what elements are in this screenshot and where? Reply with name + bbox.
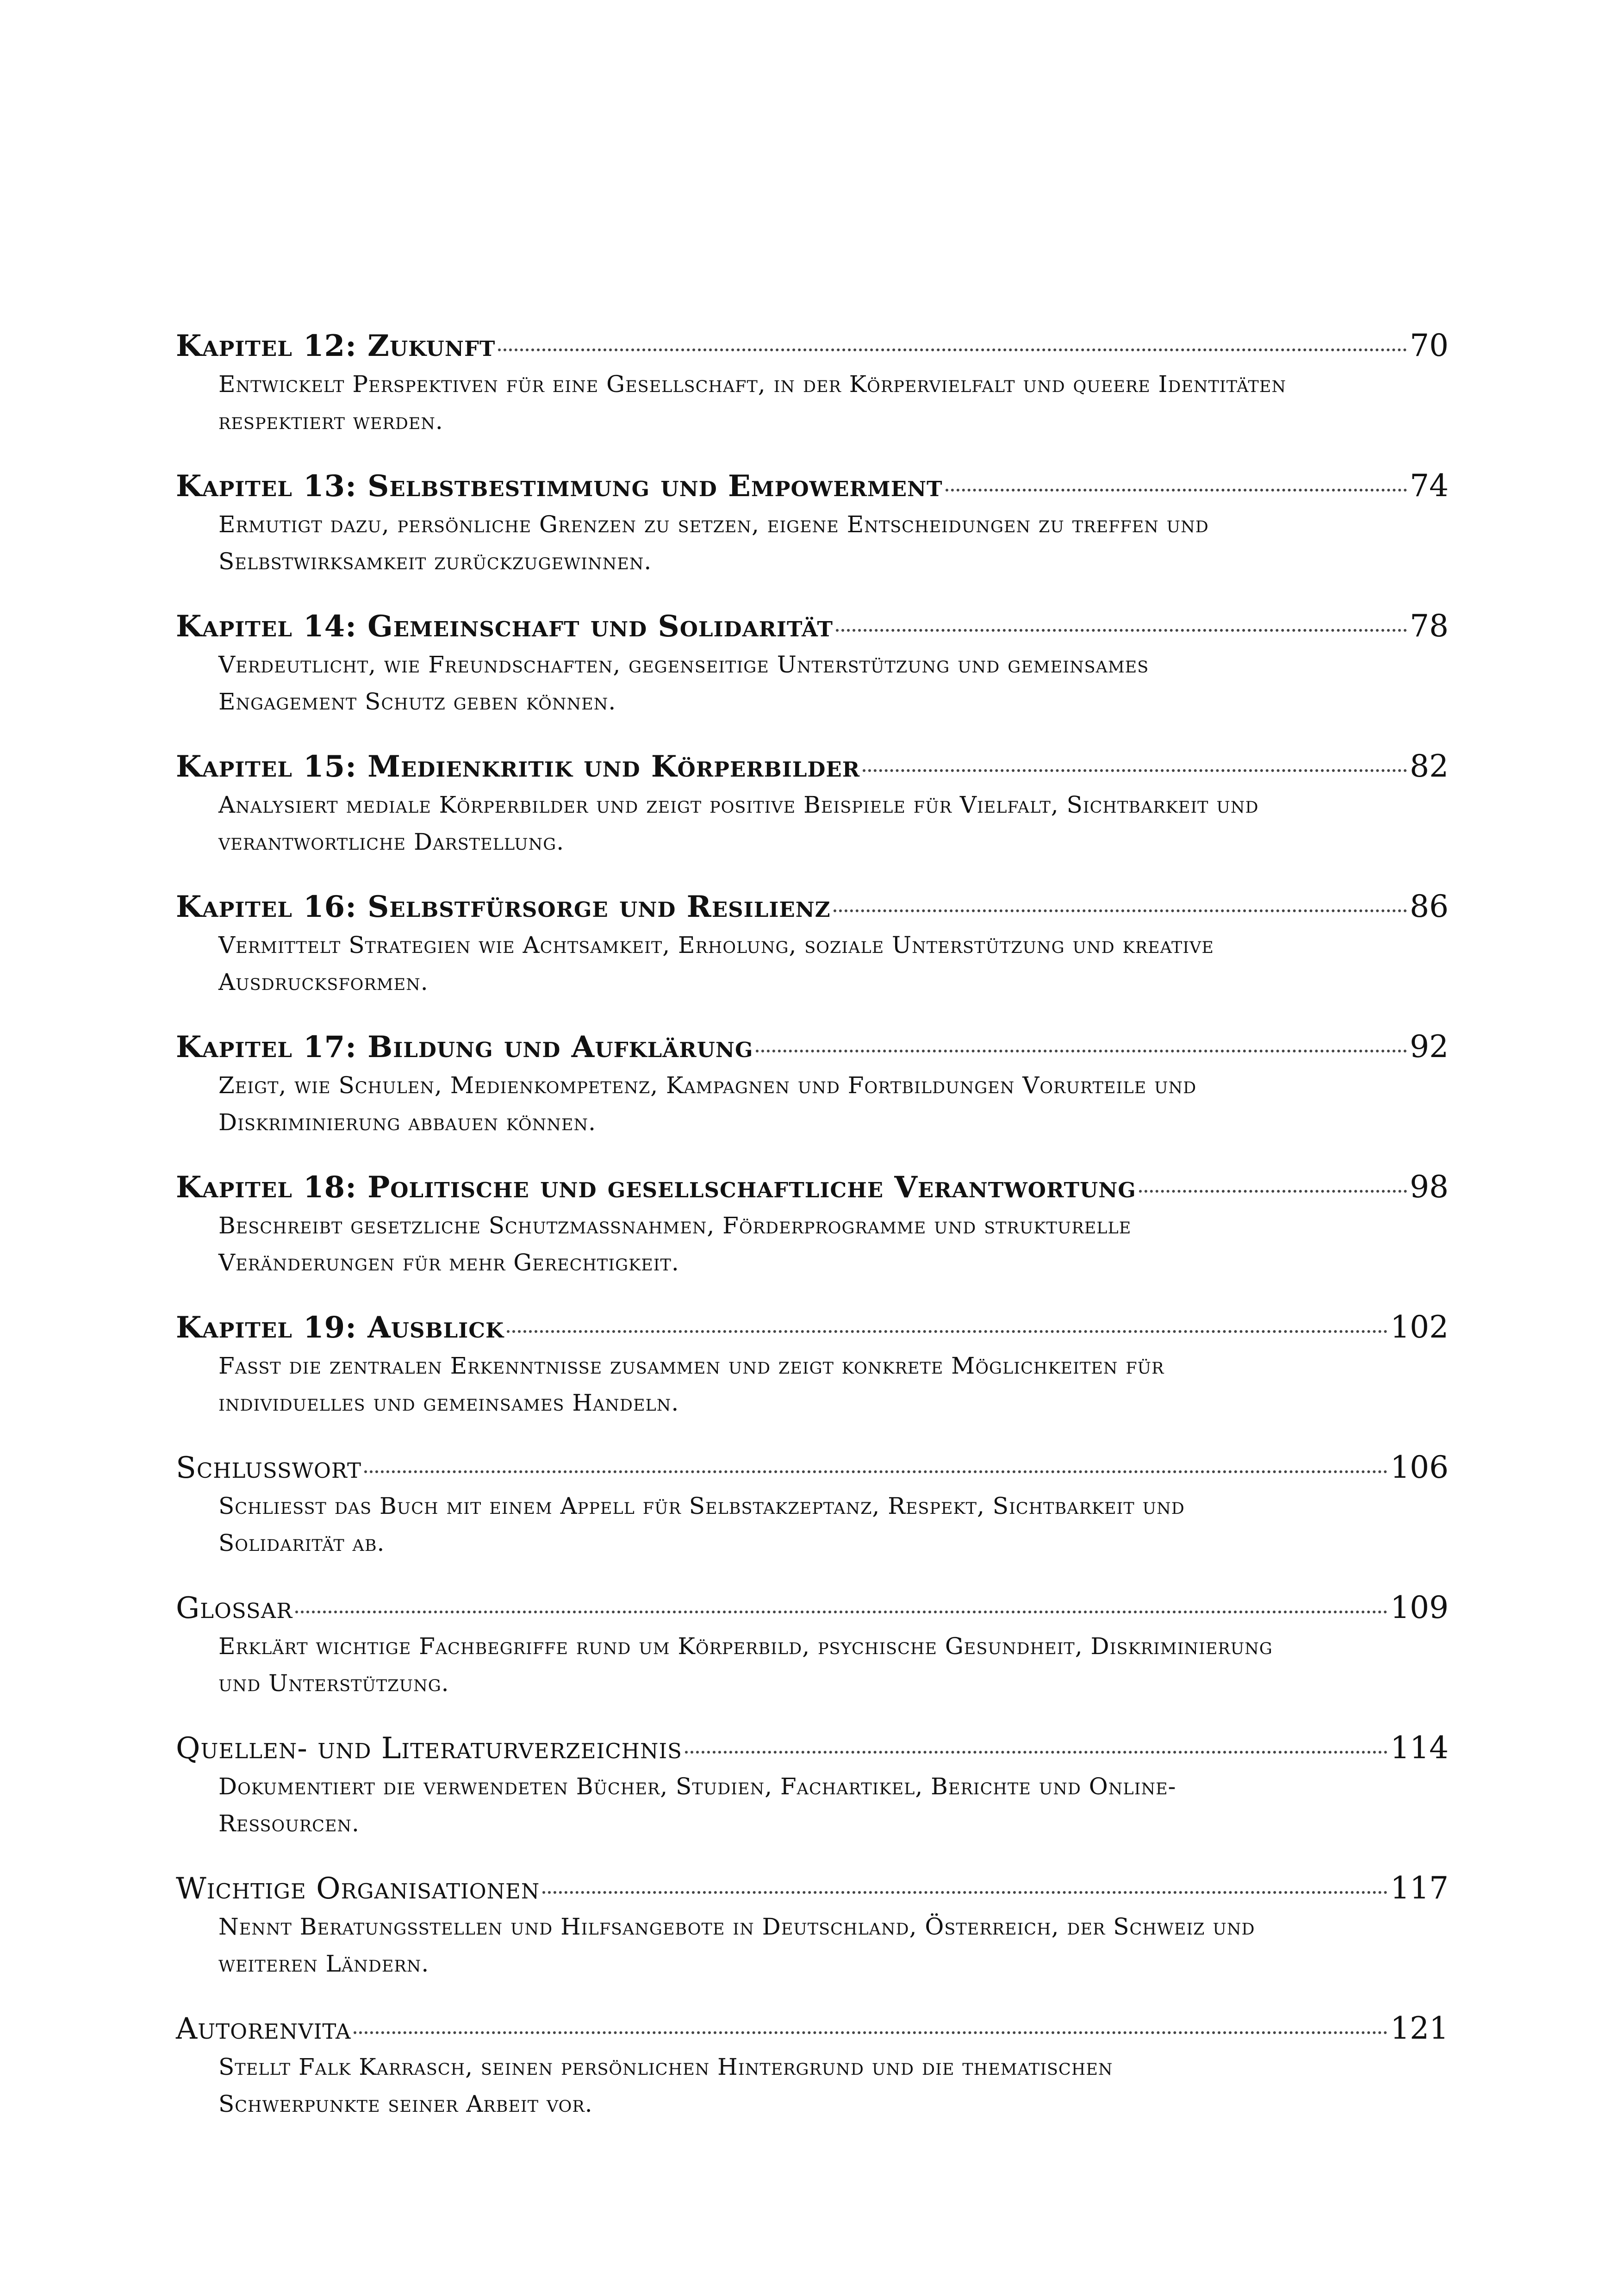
toc-heading-row	[176, 1448, 1449, 1487]
toc-entry-title[interactable]: Kapitel 13: Selbstbestimmung und Empowerment	[176, 469, 943, 504]
dot-leader	[364, 1470, 1388, 1473]
toc-entry-description	[218, 2048, 1468, 2122]
description-line: Stellt Falk Karrasch, seinen persönlichen Hintergrund und die thematischen	[218, 2053, 1113, 2080]
table-of-contents	[176, 326, 1449, 2149]
toc-page-number: 114	[1390, 1730, 1449, 1766]
toc-heading-row	[176, 1869, 1449, 1908]
description-line: Verdeutlicht, wie Freundschaften, gegenseitige Unterstützung und gemeinsames	[218, 651, 1149, 678]
toc-heading-row	[176, 1027, 1449, 1067]
toc-heading-row	[176, 747, 1449, 786]
toc-page-number: 121	[1390, 2010, 1449, 2046]
description-line: Veränderungen für mehr Gerechtigkeit.	[218, 1249, 679, 1276]
description-line: respektiert werden.	[218, 408, 443, 435]
toc-page-number: 92	[1410, 1029, 1449, 1064]
description-line: Ausdrucksformen.	[218, 969, 429, 996]
toc-page-number: 86	[1410, 889, 1449, 924]
toc-entry-kapitel-17[interactable]	[176, 1027, 1449, 1141]
dot-leader	[507, 1330, 1388, 1333]
description-line: Entwickelt Perspektiven für eine Gesellschaft, in der Körpervielfalt und queere Identitäten	[218, 371, 1287, 398]
toc-entry-description	[218, 1487, 1468, 1562]
toc-page-number: 78	[1410, 608, 1449, 644]
toc-page-number: 74	[1410, 468, 1449, 504]
toc-entry-title[interactable]: Wichtige Organisationen	[176, 1872, 540, 1906]
description-line: Analysiert mediale Körperbilder und zeigt positive Beispiele für Vielfalt, Sichtbarkeit und	[218, 791, 1259, 818]
dot-leader	[1139, 1190, 1407, 1193]
toc-entry-title[interactable]: Kapitel 19: Ausblick	[176, 1310, 504, 1345]
toc-entry-kapitel-15[interactable]	[176, 747, 1449, 860]
toc-heading-row	[176, 607, 1449, 646]
description-line: Engagement Schutz geben können.	[218, 688, 616, 715]
dot-leader	[295, 1611, 1388, 1613]
description-line: Vermittelt Strategien wie Achtsamkeit, Erholung, soziale Unterstützung und kreative	[218, 932, 1214, 958]
description-line: Dokumentiert die verwendeten Bücher, Studien, Fachartikel, Berichte und Online-	[218, 1773, 1176, 1800]
toc-entry-title[interactable]: Kapitel 16: Selbstfürsorge und Resilienz	[176, 890, 831, 924]
description-line: individuelles und gemeinsames Handeln.	[218, 1389, 679, 1416]
toc-entry-description	[218, 1347, 1468, 1421]
toc-entry-organisationen[interactable]	[176, 1869, 1449, 1982]
toc-page-number: 98	[1410, 1169, 1449, 1205]
toc-page-number: 109	[1390, 1590, 1449, 1625]
description-line: verantwortliche Darstellung.	[218, 828, 565, 855]
description-line: Solidarität ab.	[218, 1530, 385, 1556]
description-line: Schwerpunkte seiner Arbeit vor.	[218, 2091, 593, 2117]
toc-entry-description	[218, 1207, 1468, 1281]
toc-entry-description	[218, 786, 1468, 860]
toc-entry-kapitel-18[interactable]	[176, 1168, 1449, 1281]
description-line: Schliesst das Buch mit einem Appell für Selbstakzeptanz, Respekt, Sichtbarkeit und	[218, 1493, 1185, 1519]
toc-heading-row	[176, 887, 1449, 927]
toc-entry-quellen[interactable]	[176, 1729, 1449, 1842]
toc-entry-kapitel-14[interactable]	[176, 607, 1449, 720]
description-line: Diskriminierung abbauen können.	[218, 1109, 596, 1136]
toc-page-number: 117	[1390, 1870, 1449, 1906]
toc-heading-row	[176, 1729, 1449, 1768]
toc-heading-row	[176, 1588, 1449, 1628]
description-line: Nennt Beratungsstellen und Hilfsangebote in Deutschland, Österreich, der Schweiz und	[218, 1913, 1255, 1940]
toc-entry-title[interactable]: Kapitel 15: Medienkritik und Körperbilder	[176, 749, 860, 784]
dot-leader	[834, 909, 1407, 912]
dot-leader	[946, 489, 1407, 492]
dot-leader	[836, 629, 1407, 632]
description-line: Zeigt, wie Schulen, Medienkompetenz, Kampagnen und Fortbildungen Vorurteile und	[218, 1072, 1197, 1099]
toc-entry-title[interactable]: Schlusswort	[176, 1451, 361, 1485]
toc-entry-kapitel-16[interactable]	[176, 887, 1449, 1001]
description-line: Beschreibt gesetzliche Schutzmassnahmen, Förderprogramme und strukturelle	[218, 1212, 1132, 1239]
toc-entry-description	[218, 1628, 1468, 1702]
toc-entry-kapitel-12[interactable]	[176, 326, 1449, 440]
toc-entry-description	[218, 506, 1468, 580]
description-line: Erklärt wichtige Fachbegriffe rund um Körperbild, psychische Gesundheit, Diskriminierung	[218, 1633, 1273, 1660]
toc-entry-kapitel-13[interactable]	[176, 467, 1449, 580]
toc-entry-title[interactable]: Autorenvita	[176, 2012, 351, 2046]
description-line: Ressourcen.	[218, 1810, 360, 1837]
toc-entry-glossar[interactable]	[176, 1588, 1449, 1702]
toc-entry-description	[218, 927, 1468, 1001]
dot-leader	[756, 1050, 1407, 1052]
description-line: weiteren Ländern.	[218, 1950, 429, 1977]
toc-heading-row	[176, 1308, 1449, 1347]
toc-heading-row	[176, 326, 1449, 366]
toc-entry-description	[218, 1768, 1468, 1842]
toc-page-number: 82	[1410, 748, 1449, 784]
toc-entry-kapitel-19[interactable]	[176, 1308, 1449, 1421]
toc-entry-title[interactable]: Kapitel 12: Zukunft	[176, 329, 496, 363]
toc-entry-description	[218, 366, 1468, 440]
toc-entry-title[interactable]: Kapitel 18: Politische und gesellschaftliche Verantwortung	[176, 1170, 1136, 1205]
dot-leader	[498, 348, 1407, 351]
toc-entry-schlusswort[interactable]	[176, 1448, 1449, 1562]
toc-entry-title[interactable]: Glossar	[176, 1591, 293, 1625]
toc-heading-row	[176, 1168, 1449, 1207]
dot-leader	[685, 1751, 1388, 1754]
description-line: Fasst die zentralen Erkenntnisse zusammen und zeigt konkrete Möglichkeiten für	[218, 1352, 1164, 1379]
toc-page-number: 70	[1410, 328, 1449, 363]
toc-heading-row	[176, 2009, 1449, 2048]
description-line: und Unterstützung.	[218, 1670, 449, 1697]
toc-entry-title[interactable]: Quellen- und Literaturverzeichnis	[176, 1731, 682, 1766]
toc-entry-autorenvita[interactable]	[176, 2009, 1449, 2122]
toc-page-number: 106	[1390, 1450, 1449, 1485]
description-line: Selbstwirksamkeit zurückzugewinnen.	[218, 548, 652, 575]
toc-page-number: 102	[1390, 1309, 1449, 1345]
toc-entry-description	[218, 646, 1468, 720]
dot-leader	[863, 769, 1407, 772]
dot-leader	[354, 2031, 1388, 2034]
dot-leader	[542, 1891, 1388, 1894]
toc-entry-description	[218, 1908, 1468, 1982]
toc-entry-description	[218, 1067, 1468, 1141]
toc-entry-title[interactable]: Kapitel 17: Bildung und Aufklärung	[176, 1030, 753, 1064]
toc-entry-title[interactable]: Kapitel 14: Gemeinschaft und Solidarität	[176, 609, 833, 644]
toc-heading-row	[176, 467, 1449, 506]
description-line: Ermutigt dazu, persönliche Grenzen zu setzen, eigene Entscheidungen zu treffen und	[218, 511, 1209, 538]
